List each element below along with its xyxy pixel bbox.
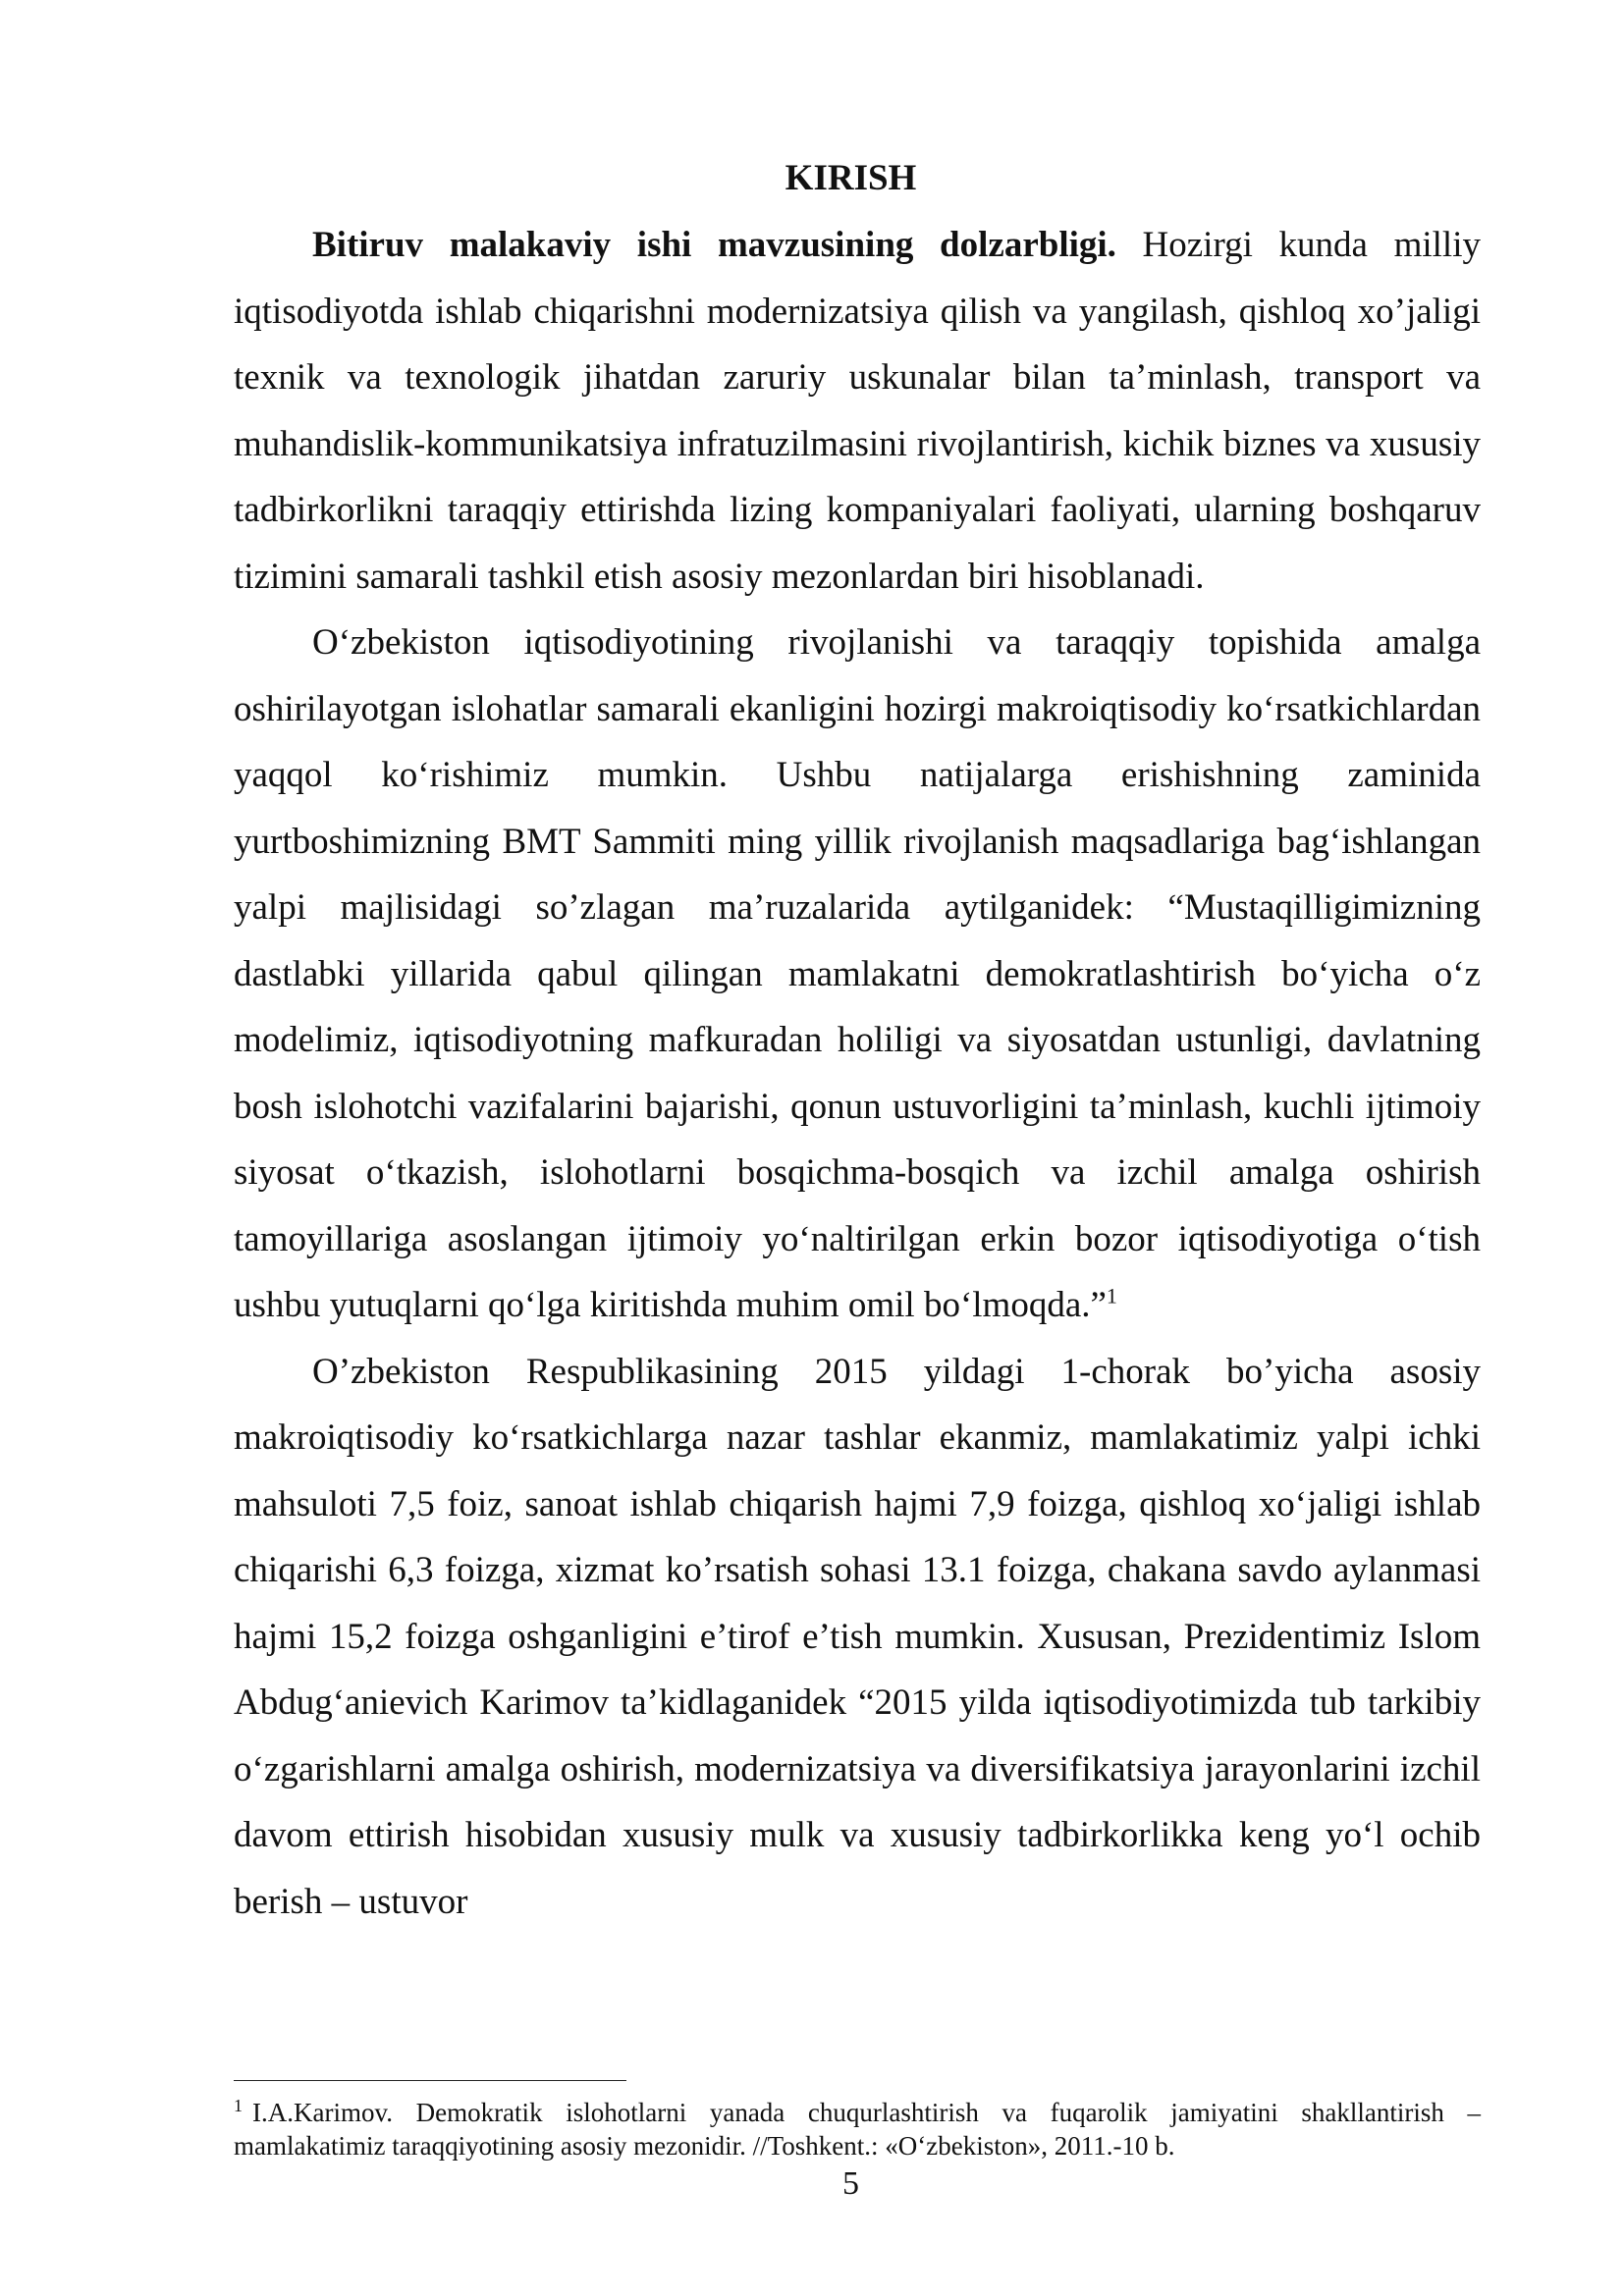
paragraph-indicators (234, 1339, 1481, 1936)
footnote-text: I.A.Karimov. Demokratik islohotlarni yanada chuqurlashtirish va fuqarolik jamiyatini shakllantirish – mamlakatimiz taraqqiyotining asosiy mezonidir. //Toshkent.: «O‘zbekiston», 2011.-10 b. (234, 2098, 1481, 2161)
footnote (234, 2089, 1481, 2163)
paragraph-text: O’zbekiston Respublikasining 2015 yildagi 1-chorak bo’yicha asosiy makroiqtisodiy ko‘rsatkichlarga nazar tashlar ekanmiz, mamlakatimiz yalpi ichki mahsuloti 7,5 foiz, sanoat ishlab chiqarish hajmi 7,9 foizga, qishloq xo‘jaligi ishlab chiqarishi 6,3 foizga, xizmat ko’rsatish sohasi 13.1 foizga, chakana savdo aylanmasi hajmi 15,2 foizga oshganligini e’tirof e’tish mumkin. Xususan, Prezidentimiz Islom Abdug‘anievich Karimov ta’kidlaganidek “2015 yilda iqtisodiyotimizda tub tarkibiy o‘zgarishlarni amalga oshirish, modernizatsiya va diversifikatsiya jarayonlarini izchil davom ettirish hisobidan xususiy mulk va xususiy tadbirkorlikka keng yo‘l ochib berish – ustuvor (234, 1351, 1481, 1922)
paragraph-text: Hozirgi kunda milliy iqtisodiyotda ishlab chiqarishni modernizatsiya qilish va yangilash, qishloq xo’jaligi texnik va texnologik jihatdan zaruriy uskunalar bilan ta’minlash, transport va muhandislik-kommunikatsiya infratuzilmasini rivojlantirish, kichik biznes va xususiy tadbirkorlikni taraqqiy ettirishda lizing kompaniyalari faoliyati, ularning boshqaruv tizimini samarali tashkil etish asosiy mezonlardan biri hisoblanadi. (234, 225, 1481, 597)
body-text (234, 212, 1481, 1935)
footnote-marker: 1 (234, 2096, 243, 2115)
footnote-reference[interactable]: 1 (1106, 1283, 1117, 1308)
paragraph-lead: Bitiruv malakaviy ishi mavzusining dolzarbligi. (312, 225, 1116, 265)
paragraph-text: O‘zbekiston iqtisodiyotining rivojlanishi va taraqqiy topishida amalga oshirilayotgan islohatlar samarali ekanligini hozirgi makroiqtisodiy ko‘rsatkichlardan yaqqol ko‘rishimiz mumkin. Ushbu natijalarga erishishning zaminida yurtboshimizning BMT Sammiti ming yillik rivojlanish maqsadlariga bag‘ishlangan yalpi majlisidagi so’zlagan ma’ruzalarida aytilganidek: “Mustaqilligimizning dastlabki yillarida qabul qilingan mamlakatni demokratlashtirish bo‘yicha o‘z modelimiz, iqtisodiyotning mafkuradan holiligi va siyosatdan ustunligi, davlatning bosh islohotchi vazifalarini bajarishi, qonun ustuvorligini ta’minlash, kuchli ijtimoiy siyosat o‘tkazish, islohotlarni bosqichma-bosqich va izchil amalga oshirish tamoyillariga asoslangan ijtimoiy yo‘naltirilgan erkin bozor iqtisodiyotiga o‘tish ushbu yutuqlarni qo‘lga kiritishda muhim omil bo‘lmoqda.” (234, 622, 1481, 1325)
page-number: 5 (842, 2165, 859, 2202)
page-title: KIRISH (785, 158, 917, 198)
paragraph-relevance (234, 212, 1481, 610)
footnote-separator (234, 2080, 626, 2081)
paragraph-reforms (234, 610, 1481, 1339)
